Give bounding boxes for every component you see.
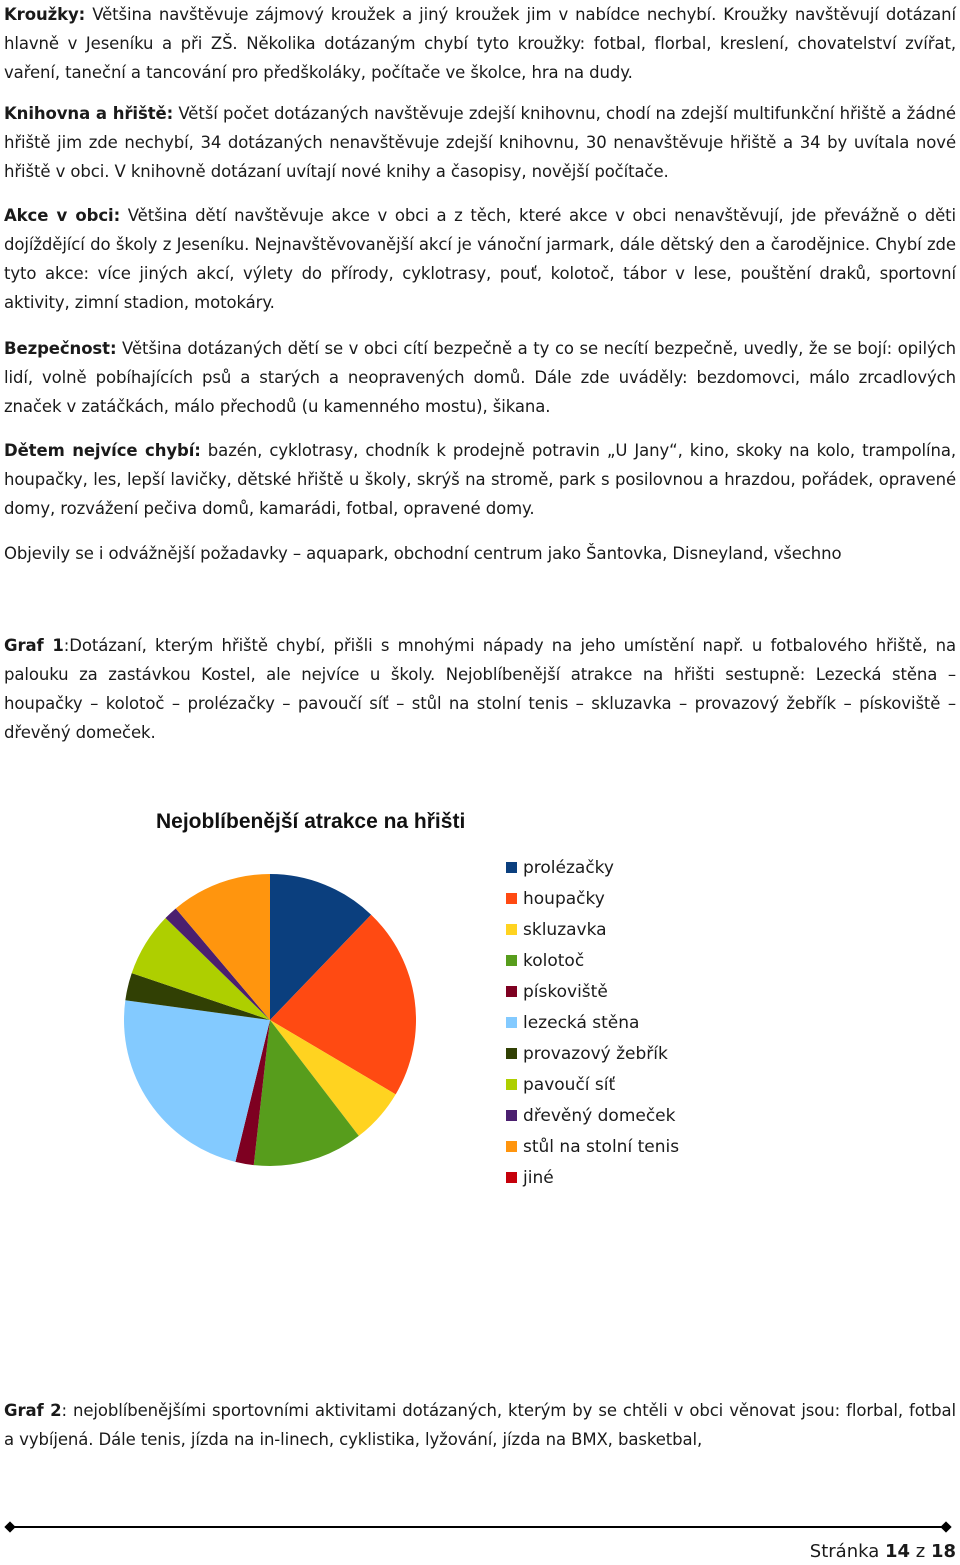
- legend-swatch: [506, 1079, 517, 1090]
- page-sep: z: [910, 1541, 931, 1562]
- legend-item: [506, 1100, 679, 1131]
- legend-item: [506, 883, 679, 914]
- legend-swatch: [506, 986, 517, 997]
- legend-item: [506, 1069, 679, 1100]
- legend-label: kolotoč: [523, 950, 585, 971]
- legend-label: dřevěný domeček: [523, 1105, 676, 1126]
- bezpecnost-text: Většina dotázaných dětí se v obci cítí bezpečně a ty co se necítí bezpečně, uvedly, že se bojí: opilých lidí, volně pobíhajících psů a starých a neopravených domů. Dále zde uváděly: bezdomovci, málo zrcadlových značek v zatáčkách, málo přechodů (u kamenného mostu), šikana.: [4, 339, 956, 416]
- legend-swatch: [506, 955, 517, 966]
- objevily-text: Objevily se i odvážnější požadavky – aquapark, obchodní centrum jako Šantovka, Disneyland, všechno: [4, 544, 842, 563]
- legend-label: houpačky: [523, 888, 605, 909]
- legend-item: [506, 852, 679, 883]
- akce-label: Akce v obci:: [4, 206, 121, 225]
- legend-label: prolézačky: [523, 857, 614, 878]
- legend-item: [506, 976, 679, 1007]
- knihovna-text: Větší počet dotázaných navštěvuje zdejší knihovnu, chodí na zdejší multifunkční hřiště a žádné hřiště jim zde nechybí, 34 dotázaných nenavštěvuje zdejší knihovnu, 30 nenavštěvuje hřiště a 34 by uvítala nové hřiště v obci. V knihovně dotázaní uvítají nové knihy a časopisy, novější počítače.: [4, 104, 956, 181]
- graf1-label: Graf 1: [4, 636, 64, 655]
- legend-swatch: [506, 893, 517, 904]
- page-number: [810, 1541, 956, 1562]
- legend-swatch: [506, 1172, 517, 1183]
- legend-swatch: [506, 924, 517, 935]
- legend-swatch: [506, 862, 517, 873]
- legend-item: [506, 914, 679, 945]
- chybi-text: bazén, cyklotrasy, chodník k prodejně potravin „U Jany“, kino, skoky na kolo, trampolína, houpačky, les, lepší lavičky, dětské hřiště u školy, skrýš na stromě, park s posilovnou a hrazdou, pořádek, opravené domy, rozvážení pečiva domů, kamarádi, fotbal, opravené domy.: [4, 441, 956, 518]
- graf2-label: Graf 2: [4, 1401, 62, 1420]
- legend-label: lezecká stěna: [523, 1012, 640, 1033]
- legend-label: pískoviště: [523, 981, 608, 1002]
- legend-swatch: [506, 1048, 517, 1059]
- page-total: 18: [930, 1541, 956, 1562]
- legend-item: [506, 1038, 679, 1069]
- legend-item: [506, 1162, 679, 1193]
- paragraph-krouzky: [4, 0, 956, 87]
- chart-legend: [506, 852, 679, 1193]
- paragraph-bezpecnost: [4, 334, 956, 421]
- legend-swatch: [506, 1110, 517, 1121]
- graf1-text: :Dotázaní, kterým hřiště chybí, přišli s mnohými nápady na jeho umístění např. u fotbalového hřiště, na palouku za zastávkou Kostel, ale nejvíce u školy. Nejoblíbenější atrakce na hřišti sestupně: Lezecká stěna – houpačky – kolotoč – prolézačky – pavoučí síť – stůl na stolní tenis – skluzavka – provazový žebřík – pískoviště – dřevěný domeček.: [4, 636, 956, 742]
- page-prefix: Stránka: [809, 1541, 885, 1562]
- legend-swatch: [506, 1141, 517, 1152]
- legend-label: jiné: [523, 1167, 554, 1188]
- akce-text: Většina dětí navštěvuje akce v obci a z těch, které akce v obci nenavštěvují, jde převážně o děti dojíždějící do školy z Jeseníku. Nejnavštěvovanější akcí je vánoční jarmark, dále dětský den a čarodějnice. Chybí zde tyto akce: více jiných akcí, výlety do přírody, cyklotrasy, pouť, kolotoč, tábor v lese, pouštění draků, sportovní aktivity, zimní stadion, motokáry.: [4, 206, 956, 312]
- legend-label: provazový žebřík: [523, 1043, 668, 1064]
- paragraph-graf2: [4, 1396, 956, 1454]
- chybi-label: Dětem nejvíce chybí:: [4, 441, 201, 460]
- paragraph-graf1: [4, 631, 956, 747]
- knihovna-label: Knihovna a hřiště:: [4, 104, 174, 123]
- legend-label: stůl na stolní tenis: [523, 1136, 680, 1157]
- legend-label: pavoučí síť: [523, 1074, 616, 1095]
- legend-item: [506, 1007, 679, 1038]
- paragraph-objevily: [4, 539, 956, 568]
- graf2-text: : nejoblíbenějšími sportovními aktivitami dotázaných, kterým by se chtěli v obci věnovat jsou: florbal, fotbal a vybíjená. Dále tenis, jízda na in-linech, cyklistika, lyžování, jízda na BMX, basketbal,: [4, 1401, 956, 1449]
- paragraph-chybi: [4, 436, 956, 523]
- legend-item: [506, 945, 679, 976]
- krouzky-label: Kroužky:: [4, 5, 86, 24]
- legend-label: skluzavka: [523, 919, 607, 940]
- page-current: 14: [884, 1541, 911, 1562]
- bezpecnost-label: Bezpečnost:: [4, 339, 117, 358]
- krouzky-text: Většina navštěvuje zájmový kroužek a jiný kroužek jim v nabídce nechybí. Kroužky navštěvují dotázaní hlavně v Jeseníku a při ZŠ. Několika dotázaným chybí tyto kroužky: fotbal, florbal, kreslení, chovatelství zvířat, vaření, taneční a tancování pro předškoláky, počítače ve školce, hra na dudy.: [4, 5, 956, 82]
- legend-item: [506, 1131, 679, 1162]
- footer-divider: [8, 1526, 948, 1528]
- pie-chart: [118, 855, 423, 1185]
- paragraph-akce: [4, 201, 956, 317]
- paragraph-knihovna: [4, 99, 956, 186]
- legend-swatch: [506, 1017, 517, 1028]
- chart-title: Nejoblíbenější atrakce na hřišti: [156, 810, 466, 833]
